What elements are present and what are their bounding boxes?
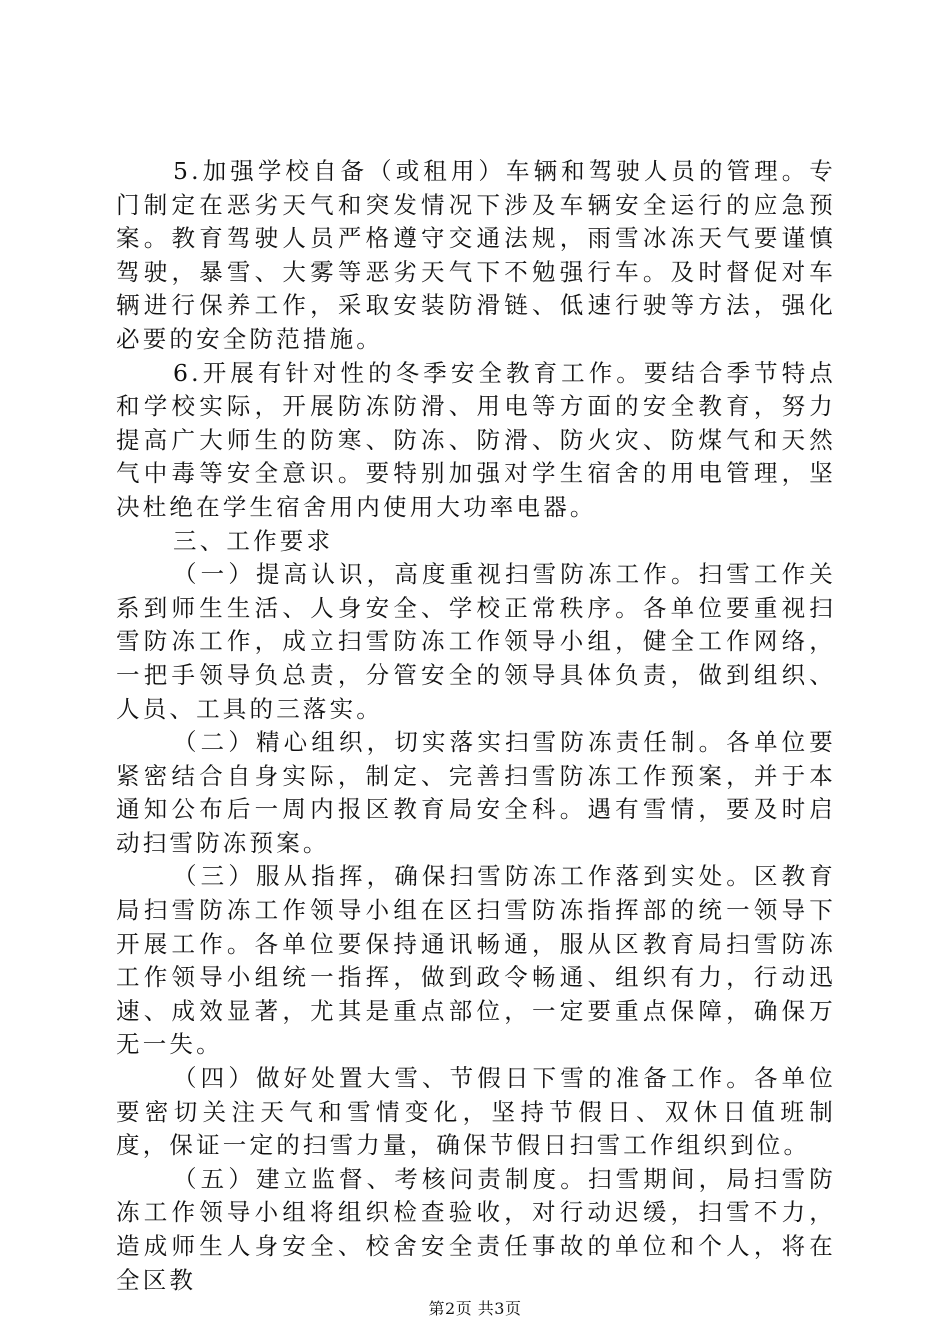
paragraph-requirement-3: （三）服从指挥，确保扫雪防冻工作落到实处。区教育局扫雪防冻工作领导小组在区扫雪防冻指挥部的统一领导下开展工作。各单位要保持通讯畅通，服从区教育局扫雪防冻工作领导小组统一指挥，做到政令畅通、组织有力，行动迅速、成效显著，尤其是重点部位，一定要重点保障，确保万无一失。: [116, 862, 836, 1059]
document-body: [116, 155, 836, 1297]
paragraph-requirement-1: （一）提高认识，高度重视扫雪防冻工作。扫雪工作关系到师生生活、人身安全、学校正常秩序。各单位要重视扫雪防冻工作，成立扫雪防冻工作领导小组，健全工作网络，一把手领导负总责，分管安全的领导具体负责，做到组织、人员、工具的三落实。: [116, 560, 836, 723]
paragraph-requirement-5: （五）建立监督、考核问责制度。扫雪期间，局扫雪防冻工作领导小组将组织检查验收，对行动迟缓，扫雪不力，造成师生人身安全、校舍安全责任事故的单位和个人，将在全区教: [116, 1164, 836, 1294]
paragraph-item-5: 5.加强学校自备（或租用）车辆和驾驶人员的管理。专门制定在恶劣天气和突发情况下涉及车辆安全运行的应急预案。教育驾驶人员严格遵守交通法规，雨雪冰冻天气要谨慎驾驶，暴雪、大雾等恶劣天气下不勉强行车。及时督促对车辆进行保养工作，采取安装防滑链、低速行驶等方法，强化必要的安全防范措施。: [116, 157, 836, 353]
paragraph-requirement-4: （四）做好处置大雪、节假日下雪的准备工作。各单位要密切关注天气和雪情变化，坚持节假日、双休日值班制度，保证一定的扫雪力量，确保节假日扫雪工作组织到位。: [116, 1064, 836, 1160]
section-heading-work-requirements: 三、工作要求: [173, 526, 334, 555]
page-number-footer: 第2页 共3页: [428, 1299, 522, 1318]
paragraph-requirement-2: （二）精心组织，切实落实扫雪防冻责任制。各单位要紧密结合自身实际，制定、完善扫雪防冻工作预案，并于本通知公布后一周内报区教育局安全科。遇有雪情，要及时启动扫雪防冻预案。: [116, 728, 836, 857]
paragraph-item-6: 6.开展有针对性的冬季安全教育工作。要结合季节特点和学校实际，开展防冻防滑、用电等方面的安全教育，努力提高广大师生的防寒、防冻、防滑、防火灾、防煤气和天然气中毒等安全意识。要特别加强对学生宿舍的用电管理，坚决杜绝在学生宿舍用内使用大功率电器。: [116, 358, 836, 521]
